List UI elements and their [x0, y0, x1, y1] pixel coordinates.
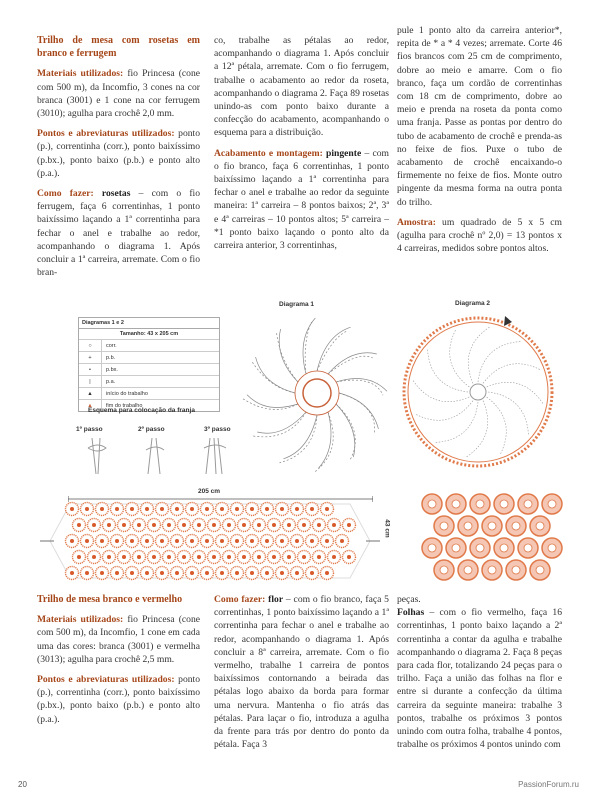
legend-size: Tamanho: 43 x 205 cm [79, 328, 219, 339]
diagram2-label: Diagrama 2 [455, 300, 491, 307]
section2-column-1 [37, 593, 200, 733]
section2-points-label: Pontos e abreviaturas utilizados: [37, 674, 175, 686]
legend-item: corr. [106, 342, 117, 349]
start-arrow-icon: ▲ [79, 388, 102, 399]
section2-col3-a: peças. [397, 594, 421, 605]
assembly-text: – com o fio branco, faça 6 correntinhas, 1 ponto baixíssimo laçando a 1ª correntinha para fechar o anel e trabalhe ao redor da seguinte maneira: 1ª carreira – 8 pontos baixos; 2ª, 3ª e 4ª carreiras – 10 pontos altos; 5ª carreira – *1 ponto baixo laçando o ponto alto da carreira anterior, 3 correntinhas, [214, 147, 389, 252]
how-label: Como fazer: [37, 188, 94, 200]
end-arrow-icon: ▲ [79, 400, 102, 411]
section2-points-text: ponto (p.), correntinha (corr.), ponto baixíssimo (p.bx.), ponto baixo (p.b.) e ponto alto (p.a.). [37, 674, 200, 725]
legend-item: p.b. [106, 354, 116, 361]
section2-column-3 [397, 593, 562, 758]
how-sub: rosetas [101, 188, 131, 200]
section2-how-sub: flor [268, 594, 284, 605]
legend-table [78, 317, 220, 412]
column-3 [397, 24, 562, 262]
step3-label: 3º passo [204, 426, 231, 433]
diagram1-rosette-chart [240, 308, 395, 483]
how-text-1: – com o fio ferrugem, faça 6 correntinhas, 1 ponto baixíssimo laçando a 1ª correntinha para fechar o anel e trabalhe ao redor, acompanhando o diagrama 1. Após concluir a 1ª carreira, arremate. Com o fio bran- [37, 188, 200, 279]
section2-how-label: Como fazer: [214, 594, 266, 605]
diagram2-rosette-chart [400, 308, 555, 478]
materials-text: fio Princesa (cone com 500 m), da Incomfio, 3 cones na cor branca (3001) e 1 cone na cor ferrugem (3010); agulha para crochê 2,0 mm. [37, 68, 201, 120]
assembly-sub: pingente [326, 147, 362, 159]
fringe-title: Esquema para colocação da franja [88, 407, 195, 414]
double-crochet-symbol-icon: | [79, 376, 102, 387]
page-number: 20 [18, 780, 27, 789]
legend-item: p.a. [106, 378, 116, 385]
points-label: Pontos e abreviaturas utilizados: [37, 128, 175, 140]
diagram1-label: Diagrama 1 [279, 301, 315, 308]
column-1 [37, 34, 200, 286]
section2-materials-label: Materiais utilizados: [37, 614, 124, 626]
section1-title: Trilho de mesa com rosetas em branco e ferrugem [37, 35, 200, 60]
materials-label: Materiais utilizados: [37, 68, 124, 80]
section2-how-text: – com o fio branco, faça 5 correntinhas, 1 ponto baixíssimo laçando a 1ª correntinha para fechar o anel e trabalhe ao redor, acompanhando o diagrama 1. Após concluir a 8ª carreira, arremate. Com o fio vermelho, trabalhe 1 carreira de pontos baixíssimos contornando a beirada das pétalas logo abaixo da borda para formar uma nervura. Mantenha o fio atrás das pétalas. Para laçar o fio, introduza a agulha da frente para trás por dentro do ponto da pétala. Faça 3 [214, 594, 389, 751]
runner-photo [418, 490, 566, 586]
step1-label: 1º passo [76, 426, 103, 433]
assembly-label: Acabamento e montagem: [214, 147, 323, 159]
watermark: PassionForum.ru [518, 780, 579, 789]
width-label: 205 cm [198, 488, 221, 495]
column-2 [214, 34, 389, 259]
single-crochet-symbol-icon: + [79, 352, 102, 363]
sample-label: Amostra: [397, 216, 436, 228]
sample-text: um quadrado de 5 x 5 cm (agulha para crochê nº 2,0) = 13 pontos x 4 carreiras, medidos sobre pontos altos. [397, 216, 562, 255]
leaves-label: Folhas [397, 607, 425, 619]
section2-materials-text: fio Princesa (cone com 500 m), da Incomfio, 1 cone em cada uma das cores: branca (3001) e vermelha (3013); agulha para crochê 2,5 mm. [37, 614, 201, 665]
how-text-2: co, trabalhe as pétalas ao redor, acompanhando o diagrama 1. Após concluir a 12ª pétala, arremate. Com o fio ferrugem, trabalhe o acabamento ao redor da roseta, acompanhando o diagrama 2. Faça 89 rosetas unindo-as com ponto baixo durante a confecção do acabamento, acompanhando o esquema para a distribuição. [214, 35, 389, 139]
section2-title: Trilho de mesa branco e vermelho [37, 594, 183, 605]
legend-item: fim do trabalho [106, 402, 143, 409]
table-runner-layout [40, 500, 380, 582]
fringe-steps-drawing [70, 436, 240, 478]
col3-text: pule 1 ponto alto da carreira anterior*, repita de * a * 4 vezes; arremate. Corte 46 fios brancos com 25 cm de comprimento, dobre ao meio e amarre. Com o fio branco, faça um cordão de correntinhas com 18 cm de comprimento, dobre ao meio e prenda na roseta da ponta como uma franja. Passe as pontas por dentro do tubo de acabamento de crochê e prenda-as no feixe de fios. Puxe o tubo de acabamento de crochê encaixando-o firmemente no feixe de fios. Monte outro pingente da mesma forma na outra ponta do trilho. [397, 25, 562, 208]
slip-stitch-symbol-icon: • [79, 364, 102, 375]
legend-item: p.bx. [106, 366, 118, 373]
legend-item: início do trabalho [106, 390, 148, 397]
legend-title: Diagramas 1 e 2 [82, 320, 124, 326]
points-text: ponto (p.), correntinha (corr.), ponto baixíssimo (p.bx.), ponto baixo (p.b.) e ponto alto (p.a.). [37, 128, 200, 179]
step2-label: 2º passo [138, 426, 165, 433]
height-label: 43 cm [383, 519, 391, 538]
chain-symbol-icon: ○ [79, 340, 102, 351]
section2-col3-b: – com o fio vermelho, faça 16 correntinhas, 1 ponto baixo laçando a 2ª correntinha a contar da agulha e trabalhe acompanhando o diagrama 2. Faça 8 peças para cada flor, totalizando 24 peças para o trilho. Faça a união das folhas na flor e entre si durante a confecção da última carreira da seguinte maneira: trabalhe 3 pontos, trabalhe os próximos 3 pontos unindo com outra folha, trabalhe 4 pontos, trabalhe os próximos 4 pontos unindo com [397, 607, 562, 751]
section2-column-2 [214, 593, 389, 758]
